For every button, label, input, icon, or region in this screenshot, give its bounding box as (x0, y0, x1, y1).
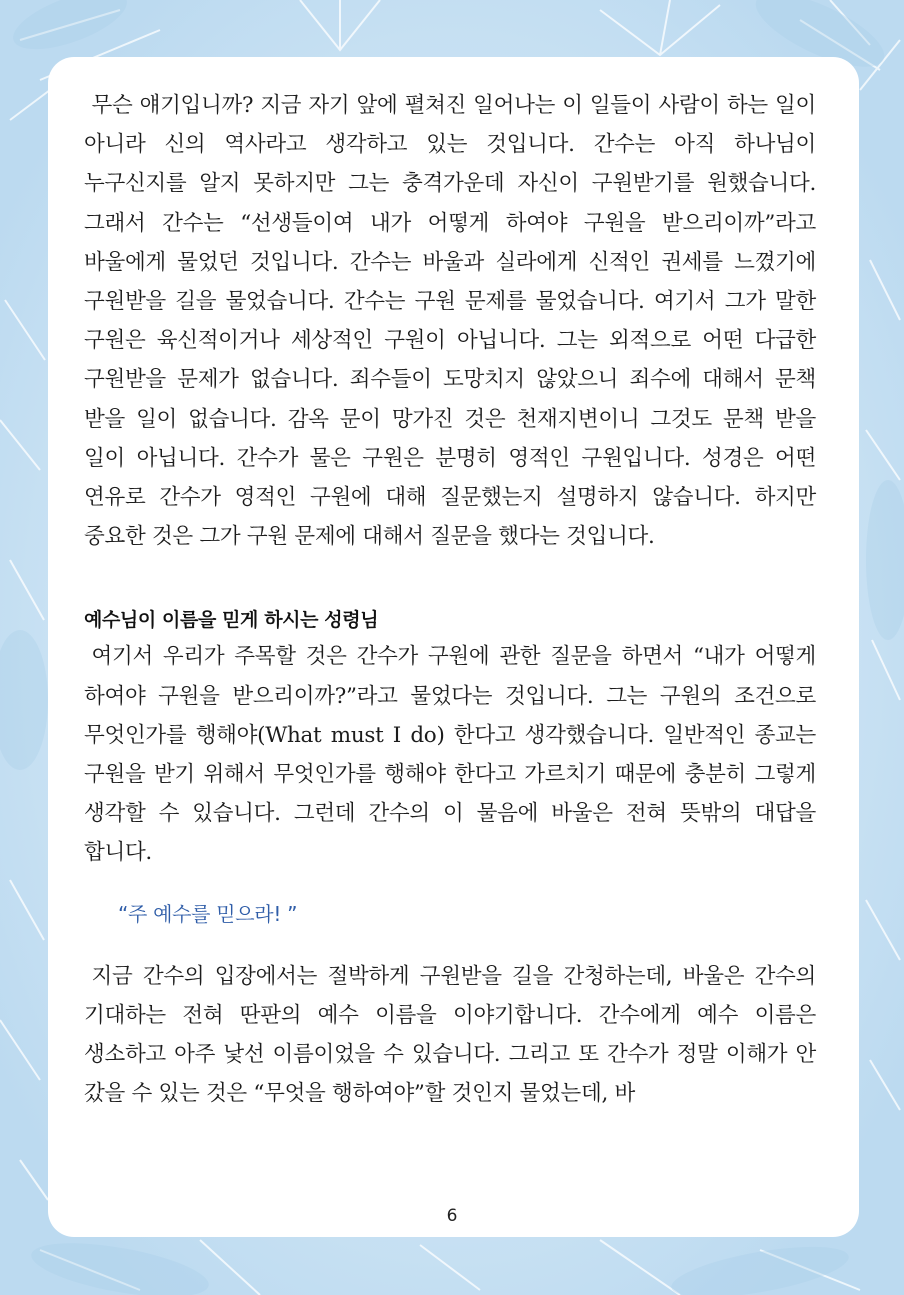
paragraph-1: 무슨 얘기입니까? 지금 자기 앞에 펼쳐진 일어나는 이 일들이 사람이 하는 일이 아니라 신의 역사라고 생각하고 있는 것입니다. 간수는 아직 하나님이 누구신지를 알지 못하지만 그는 충격가운데 자신이 구원받기를 원했습니다. 그래서 간수는 “선생들이여 내가 어떻게 하여야 구원을 받으리이까”라고 바울에게 물었던 것입니다. 간수는 바울과 실라에게 신적인 권세를 느꼈기에 구원받을 길을 물었습니다. 간수는 구원 문제를 물었습니다. 여기서 그가 말한 구원은 육신적이거나 세상적인 구원이 아닙니다. 그는 외적으로 어떤 다급한 구원받을 문제가 없습니다. 죄수들이 도망치지 않았으니 죄수에 대해서 문책 받을 일이 없습니다. 감옥 문이 망가진 것은 천재지변이니 그것도 문책 받을 일이 아닙니다. 간수가 물은 구원은 분명히 영적인 구원입니다. 성경은 어떤 연유로 간수가 영적인 구원에 대해 질문했는지 설명하지 않습니다. 하지만 중요한 것은 그가 구원 문제에 대해서 질문을 했다는 것입니다. (84, 93, 816, 550)
paragraph-2: 여기서 우리가 주목할 것은 간수가 구원에 관한 질문을 하면서 “내가 어떻게 하여야 구원을 받으리이까?”라고 물었다는 것입니다. 그는 구원의 조건으로 무엇인가를 행해야(What must I do) 한다고 생각했습니다. 일반적인 종교는 구원을 받기 위해서 무엇인가를 행해야 한다고 가르치기 때문에 충분히 그렇게 생각할 수 있습니다. 그런데 간수의 이 물음에 바울은 전혀 뜻밖의 대답을 합니다. (84, 644, 816, 866)
paragraph-3: 지금 간수의 입장에서는 절박하게 구원받을 길을 간청하는데, 바울은 간수의 기대하는 전혀 딴판의 예수 이름을 이야기합니다. 간수에게 예수 이름은 생소하고 아주 낯선 이름이었을 수 있습니다. 그리고 또 간수가 정말 이해가 안 갔을 수 있는 것은 “무엇을 행하여야”할 것인지 물었는데, 바 (84, 963, 816, 1107)
section-heading: 예수님이 이름을 믿게 하시는 성령님 (84, 609, 379, 632)
page-number: 6 (446, 1206, 458, 1226)
page-content (84, 86, 816, 1113)
scripture-quote: “주 예수를 믿으라! ” (118, 901, 298, 926)
